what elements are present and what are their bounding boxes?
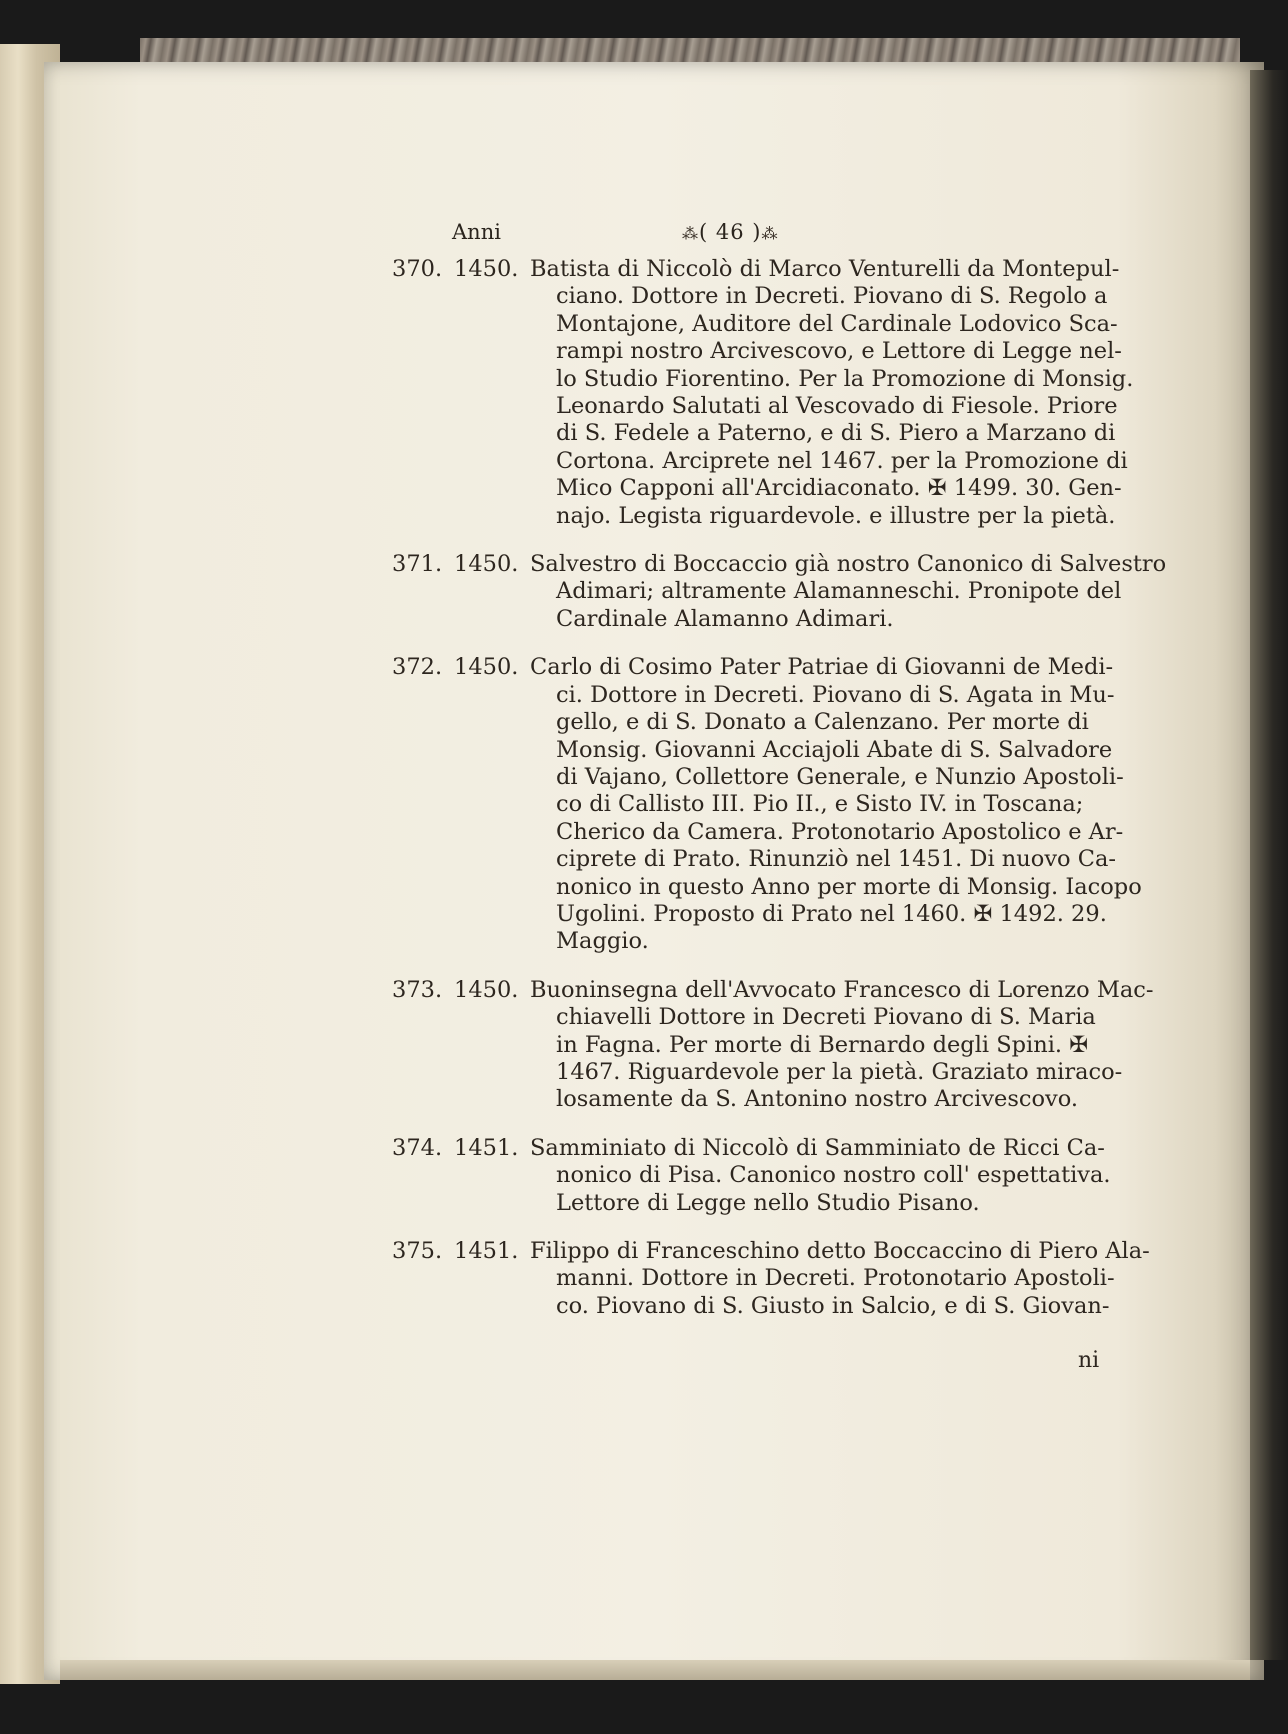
- entry-text: Salvestro di Boccaccio già nostro Canonico di Salvestro: [530, 551, 1167, 578]
- ornament-left-icon: ⁂: [682, 224, 699, 243]
- entry-continuation-line: najo. Legista riguardevole. e illustre per la pietà.: [556, 502, 1116, 529]
- entry-first-line: [392, 551, 1167, 578]
- entry-year: 1450.: [454, 976, 519, 1003]
- entry: [392, 551, 1167, 633]
- entry-first-line: [392, 976, 1154, 1004]
- entry-first-line: [392, 654, 1138, 681]
- entry-continuation-line: nonico in questo Anno per morte di Monsig. Iacopo: [556, 873, 1142, 900]
- entry-text: Buoninsegna dell'Avvocato Francesco di Lorenzo Mac-: [530, 976, 1154, 1003]
- entry-number: 374.: [392, 1134, 443, 1161]
- entry-continuation-line: gello, e di S. Donato a Calenzano. Per morte di: [556, 709, 1089, 736]
- entry-continuation-line: rampi nostro Arcivescovo, e Lettore di Legge nel-: [556, 338, 1122, 365]
- entry: [392, 1135, 1138, 1217]
- entry-text: Filippo di Franceschino detto Boccaccino di Piero Ala-: [530, 1238, 1150, 1264]
- entry-continuation-line: chiavelli Dottore in Decreti Piovano di S. Maria: [556, 1004, 1096, 1031]
- entry-number: 372.: [392, 654, 443, 681]
- entry-number: 371.: [392, 551, 443, 578]
- entry-continuation-line: manni. Dottore in Decreti. Protonotario Apostoli-: [556, 1265, 1115, 1292]
- entry-first-line: [392, 1135, 1138, 1162]
- catchword: ni: [1078, 1348, 1100, 1373]
- running-header: [452, 220, 1112, 254]
- entry-continuation-line: co di Callisto III. Pio II., e Sisto IV. in Toscana;: [556, 791, 1084, 818]
- page-gutter-right: [1250, 70, 1288, 1660]
- entry-list: [392, 256, 1167, 1341]
- header-anni: Anni: [452, 220, 501, 244]
- entry-continuation-line: di S. Fedele a Paterno, e di S. Piero a Marzano di: [556, 420, 1116, 447]
- entry: [392, 1238, 1150, 1320]
- entry-first-line: [392, 256, 1138, 283]
- page-number-value: 46: [715, 220, 745, 244]
- ornament-right-icon: ⁂: [761, 224, 779, 243]
- page-edge-bottom: [60, 1660, 1250, 1680]
- entry-continuation-line: lo Studio Fiorentino. Per la Promozione di Monsig.: [556, 365, 1134, 392]
- entry-continuation-line: ci. Dottore in Decreti. Piovano di S. Agata in Mu-: [556, 681, 1115, 708]
- entry-year: 1450.: [454, 654, 519, 681]
- entry-year: 1450.: [454, 256, 519, 282]
- entry-continuation-line: Ugolini. Proposto di Prato nel 1460. ✠ 1492. 29.: [556, 900, 1107, 927]
- entry-continuation-line: in Fagna. Per morte di Bernardo degli Spini. ✠: [556, 1031, 1089, 1058]
- entry-continuation-line: nonico di Pisa. Canonico nostro coll' espettativa.: [556, 1162, 1111, 1189]
- entry-continuation-line: Adimari; altramente Alamanneschi. Pronipote del: [556, 578, 1122, 605]
- entry-continuation-line: Leonardo Salutati al Vescovado di Fiesole. Priore: [556, 393, 1118, 420]
- entry-text: Carlo di Cosimo Pater Patriae di Giovanni de Medi-: [530, 654, 1114, 681]
- entry: [392, 976, 1154, 1114]
- entry-continuation-line: Maggio.: [556, 928, 649, 955]
- entry: [392, 256, 1138, 530]
- entry-number: 373.: [392, 976, 443, 1003]
- entry-continuation-line: Cherico da Camera. Protonotario Apostolico e Ar-: [556, 818, 1124, 845]
- entry-text: Samminiato di Niccolò di Samminiato de Ricci Ca-: [530, 1134, 1105, 1161]
- entry-continuation-line: Montajone, Auditore del Cardinale Lodovico Sca-: [556, 310, 1118, 337]
- entry-continuation-line: Cardinale Alamanno Adimari.: [556, 605, 894, 632]
- entry-continuation-line: ciano. Dottore in Decreti. Piovano di S. Regolo a: [556, 283, 1108, 310]
- page-number: ⁂( 46 )⁂: [682, 220, 779, 244]
- entry-continuation-line: Cortona. Arciprete nel 1467. per la Promozione di: [556, 447, 1128, 474]
- entry: [392, 654, 1142, 955]
- entry-continuation-line: di Vajano, Collettore Generale, e Nunzio Apostoli-: [556, 763, 1124, 790]
- entry-first-line: [392, 1238, 1150, 1265]
- entry-year: 1451.: [454, 1238, 519, 1264]
- entry-number: 375.: [392, 1238, 443, 1264]
- entry-continuation-line: losamente da S. Antonino nostro Arcivescovo.: [556, 1086, 1079, 1113]
- entry-text: Batista di Niccolò di Marco Venturelli da Montepul-: [530, 256, 1120, 282]
- entry-continuation-line: 1467. Riguardevole per la pietà. Graziato miraco-: [556, 1058, 1123, 1085]
- entry-continuation-line: Mico Capponi all'Arcidiaconato. ✠ 1499. 30. Gen-: [556, 475, 1122, 502]
- entry-year: 1451.: [454, 1134, 519, 1161]
- entry-number: 370.: [392, 256, 443, 282]
- entry-continuation-line: ciprete di Prato. Rinunziò nel 1451. Di nuovo Ca-: [556, 846, 1116, 873]
- entry-continuation-line: Lettore di Legge nello Studio Pisano.: [556, 1189, 980, 1216]
- entry-year: 1450.: [454, 551, 519, 578]
- entry-continuation-line: co. Piovano di S. Giusto in Salcio, e di S. Giovan-: [556, 1292, 1110, 1319]
- entry-continuation-line: Monsig. Giovanni Acciajoli Abate di S. Salvadore: [556, 736, 1113, 763]
